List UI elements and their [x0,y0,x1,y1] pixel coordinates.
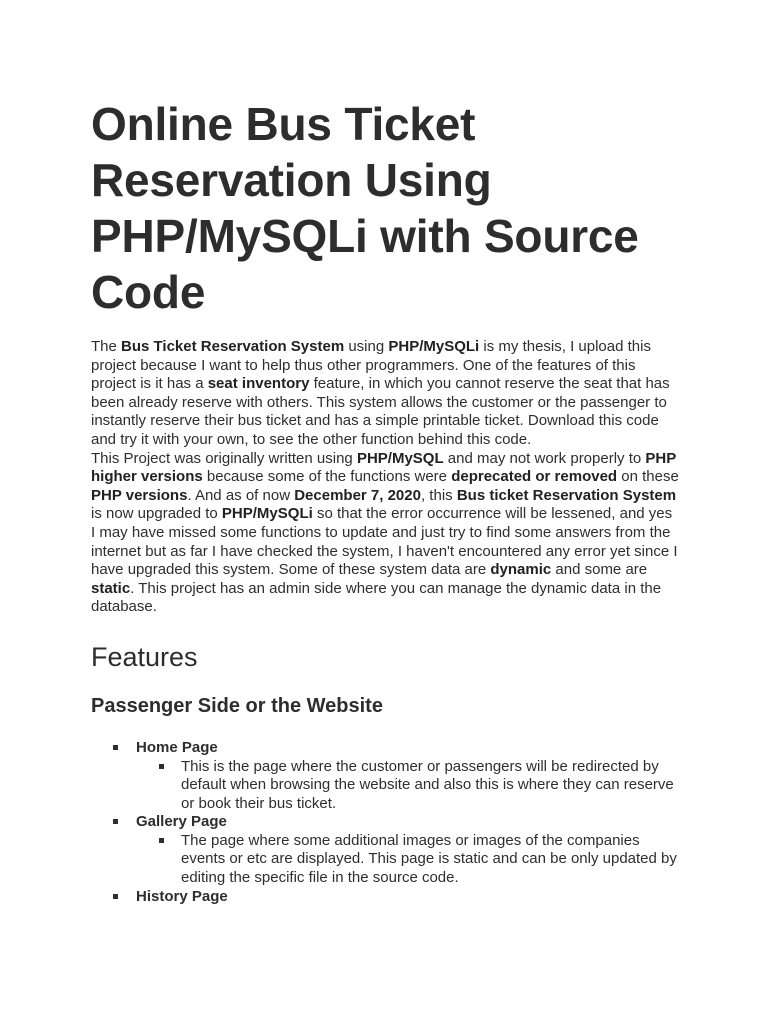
text-span: feature, in which you cannot reserve the seat that has been already reserve with others. This system allows the customer or the passenger to instantly reserve their bus ticket and has a simple printable ticket. Download this code and try it with your own, to see the other function behind this code. [91,375,670,448]
bold-span: PHP higher versions [91,449,676,486]
feature-name: History Page [136,887,228,905]
text-span: , this [420,486,457,504]
feature-item-history-page [136,888,679,907]
bold-span: Bus ticket Reservation System [456,486,677,504]
feature-details-list [136,758,679,814]
article [91,96,679,906]
bold-span: deprecated or removed [451,468,618,486]
text-span: is now upgraded to [91,505,222,523]
page-title: Online Bus Ticket Reservation Using PHP/MySQLi with Source Code [91,98,639,318]
text-span: . This project has an admin side where you can manage the dynamic data in the database. [91,579,662,616]
bold-span: PHP/MySQLi [221,505,313,523]
feature-item-gallery-page [136,813,679,887]
feature-detail: This is the page where the customer or passengers will be redirected by default when browsing the website and also this is where they can reserve or book their bus ticket. [181,758,679,814]
text-span: so that the error occurrence will be lessened, and yes I may have missed some functions to update and just try to find some answers from the internet but as far I have checked the system, I haven't encountered any error yet since I have upgraded this system. Some of these system data are [91,505,678,579]
bold-span: seat inventory [207,375,310,393]
text-span: and may not work properly to [443,449,646,467]
feature-name: Gallery Page [136,813,227,831]
text-span: using [344,338,389,355]
bold-span: dynamic [490,561,552,579]
bold-span: PHP versions [91,486,188,504]
text-span: on these [617,468,679,486]
intro-paragraph-1 [91,338,679,450]
text-span: because some of the functions were [202,468,452,486]
feature-details-list [136,832,679,888]
bold-span: PHP/MySQL [356,449,444,467]
bold-span: Bus Ticket Reservation System [121,338,345,355]
features-heading: Features [91,641,198,672]
intro-paragraph-2 [91,450,679,617]
passenger-side-heading: Passenger Side or the Website [91,694,383,717]
bold-span: December 7, 2020 [294,486,421,504]
text-span: and some are [551,561,648,579]
features-list [91,739,679,906]
feature-name: Home Page [136,738,218,756]
text-span: The [91,338,122,355]
feature-detail: The page where some additional images or images of the companies events or etc are displayed. This page is static and can be only updated by editing the specific file in the source code. [181,832,679,888]
bold-span: static [91,579,131,597]
feature-item-home-page [136,739,679,813]
text-span: is my thesis, I upload this project because I want to help thus other programmers. One of the features of this project is it has a [91,338,651,393]
text-span: . And as of now [187,486,295,504]
text-span: This Project was originally written using [91,449,357,467]
intro-section [91,338,679,617]
bold-span: PHP/MySQLi [388,338,480,355]
